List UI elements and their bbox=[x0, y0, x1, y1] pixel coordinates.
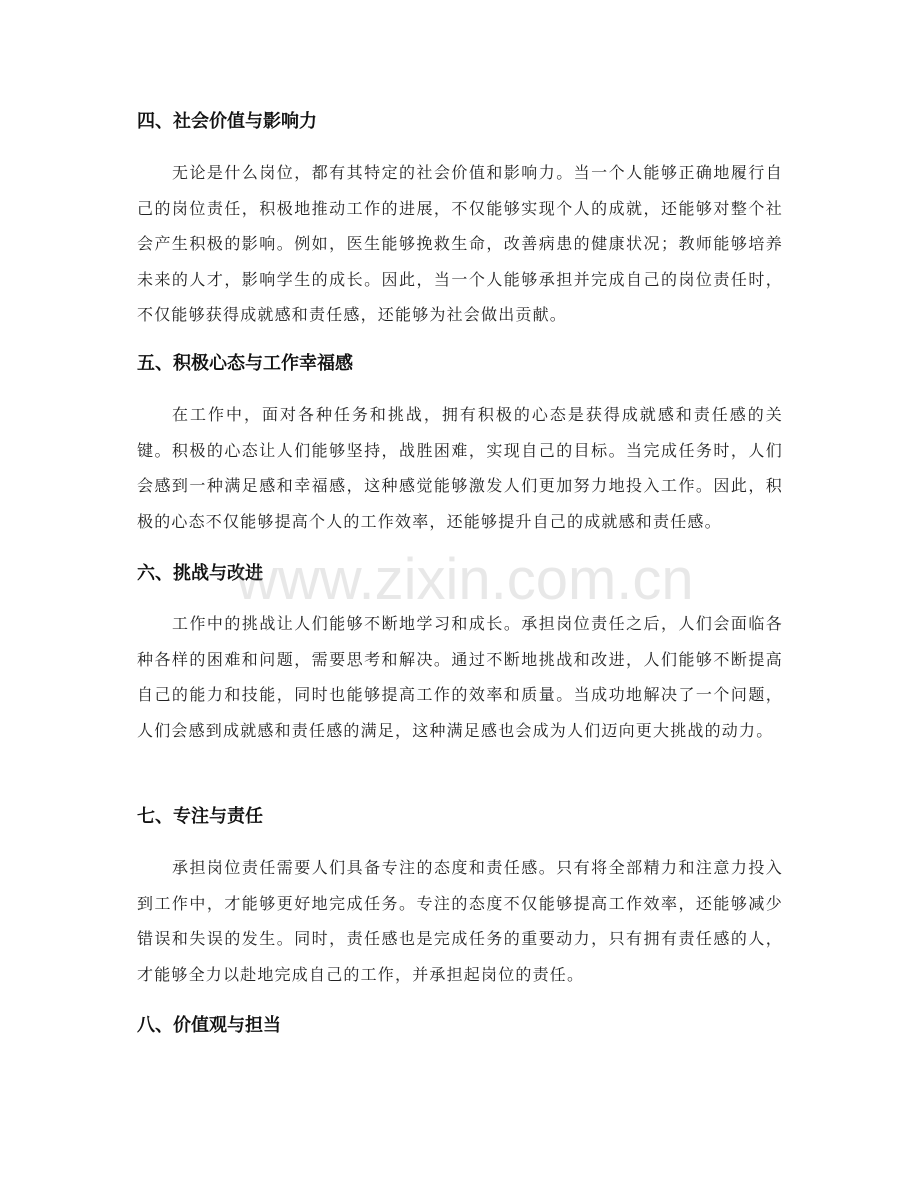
watermark: www.zixin.com.cn bbox=[236, 547, 694, 612]
section-7-heading: 七、专注与责任 bbox=[137, 806, 263, 827]
section-5-heading: 五、积极心态与工作幸福感 bbox=[137, 353, 353, 374]
section-4-heading: 四、社会价值与影响力 bbox=[137, 111, 317, 132]
section-5-paragraph: 在工作中，面对各种任务和挑战，拥有积极的心态是获得成就感和责任感的关键。积极的心态让人们能够坚持，战胜困难，实现自己的目标。当完成任务时，人们会感到一种满足感和幸福感，这种感觉能够激发人们更加努力地投入工作。因此，积极的心态不仅能够提高个人的工作效率，还能够提升自己的成就感和责任感。 bbox=[137, 405, 783, 531]
section-7-paragraph: 承担岗位责任需要人们具备专注的态度和责任感。只有将全部精力和注意力投入到工作中，才能够更好地完成任务。专注的态度不仅能够提高工作效率，还能够减少错误和失误的发生。同时，责任感也是完成任务的重要动力，只有拥有责任感的人，才能够全力以赴地完成自己的工作，并承担起岗位的责任。 bbox=[137, 858, 783, 984]
section-8-heading: 八、价值观与担当 bbox=[137, 1015, 281, 1036]
section-6-heading: 六、挑战与改进 bbox=[137, 563, 263, 584]
section-6-paragraph: 工作中的挑战让人们能够不断地学习和成长。承担岗位责任之后，人们会面临各种各样的困难和问题，需要思考和解决。通过不断地挑战和改进，人们能够不断提高自己的能力和技能，同时也能够提高工作的效率和质量。当成功地解决了一个问题，人们会感到成就感和责任感的满足，这种满足感也会成为人们迈向更大挑战的动力。 bbox=[137, 614, 783, 740]
section-4-paragraph: 无论是什么岗位，都有其特定的社会价值和影响力。当一个人能够正确地履行自己的岗位责任，积极地推动工作的进展，不仅能够实现个人的成就，还能够对整个社会产生积极的影响。例如，医生能够挽救生命，改善病患的健康状况；教师能够培养未来的人才，影响学生的成长。因此，当一个人能够承担并完成自己的岗位责任时，不仅能够获得成就感和责任感，还能够为社会做出贡献。 bbox=[137, 163, 783, 325]
